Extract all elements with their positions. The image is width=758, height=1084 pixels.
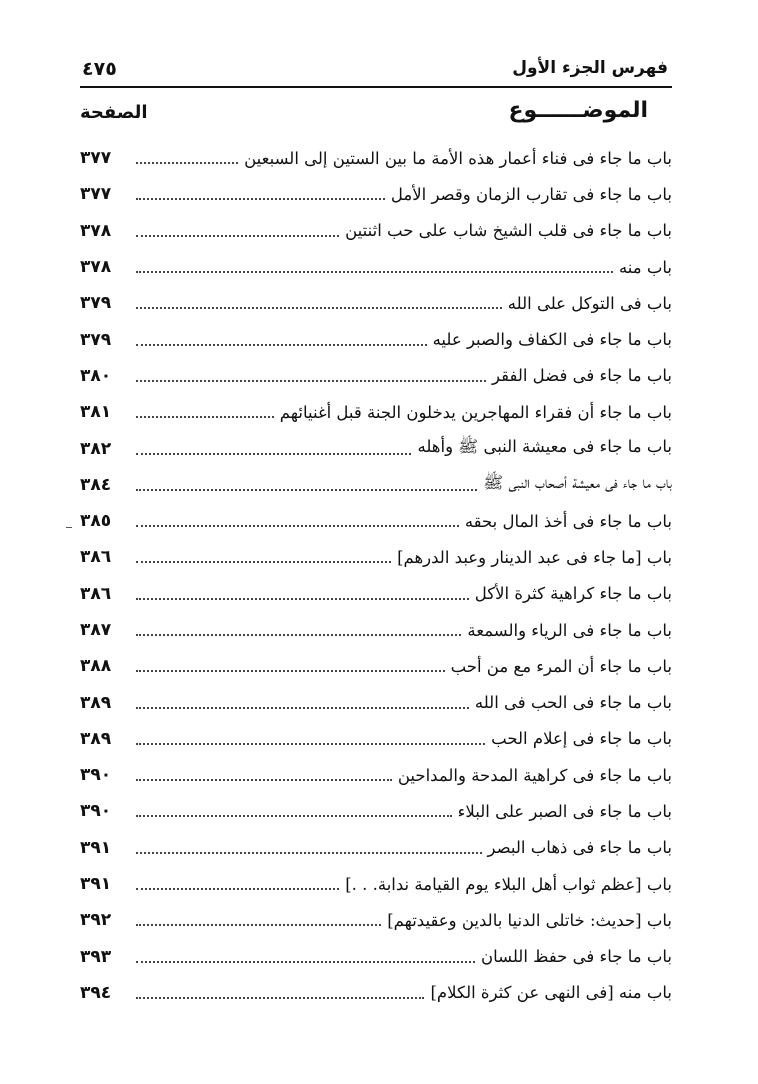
dot-leader — [136, 416, 274, 418]
dot-leader — [136, 561, 391, 563]
toc-entry-page: ٣٧٨ — [80, 220, 112, 241]
toc-entry-title: باب ما جاء فى ذهاب البصر — [487, 838, 672, 858]
toc-entry-page: ٣٨٩ — [80, 728, 112, 749]
toc-entry-page: ٣٨٧ — [80, 620, 112, 640]
toc-entry — [80, 503, 672, 539]
dot-leader — [136, 380, 486, 382]
toc-entry-page: ٣٧٨ — [80, 257, 112, 278]
toc-entry — [80, 939, 672, 975]
toc-entry-title: باب ما جاء فى إعلام الحب — [491, 729, 672, 749]
toc-entry-title: باب [ما جاء فى عبد الدينار وعبد الدرهم] — [397, 547, 672, 567]
toc-entry-page: ٣٩١ — [80, 874, 112, 895]
toc-entry-title: باب ما جاء فى الكفاف والصبر عليه — [432, 330, 672, 350]
toc-entry-title: باب ما جاء فى تقارب الزمان وقصر الأمل — [390, 184, 672, 204]
running-header — [80, 58, 672, 88]
toc-list — [80, 140, 672, 1011]
toc-entry-title: باب ما جاء فى معيشة النبى ﷺ وأهله — [417, 436, 672, 456]
toc-entry — [80, 285, 672, 321]
toc-entry-title: باب ما جاء أن فقراء المهاجرين يدخلون الجنة قبل أغنيائهم — [279, 402, 672, 422]
dot-leader — [136, 924, 381, 926]
toc-entry-page: ٣٨١ — [80, 402, 112, 423]
toc-entry-page: ٣٩٠ — [80, 801, 112, 822]
toc-entry-title: باب ما جاء فى الحب فى الله — [474, 693, 672, 713]
toc-entry — [80, 721, 672, 757]
toc-entry — [80, 612, 672, 648]
toc-entry — [80, 902, 672, 938]
toc-entry — [80, 249, 672, 285]
dot-leader — [136, 888, 339, 890]
dot-leader — [136, 344, 427, 346]
dot-leader — [136, 598, 469, 600]
toc-entry-title: باب ما جاء كراهية كثرة الأكل — [474, 584, 672, 604]
toc-entry — [80, 321, 672, 357]
toc-entry — [80, 684, 672, 720]
toc-entry-page: ٣٨٨ — [80, 656, 112, 677]
toc-entry — [80, 866, 672, 902]
toc-entry-page: ٣٧٧ — [80, 148, 112, 169]
dot-leader — [136, 271, 613, 273]
dot-leader — [136, 961, 475, 963]
toc-entry-page: ٣٩٠ — [80, 765, 112, 786]
toc-entry-title: باب ما جاء فى معيشة أصحاب النبى ﷺ — [483, 472, 672, 492]
dot-leader — [136, 743, 485, 745]
dot-leader — [136, 997, 424, 999]
dot-leader — [136, 670, 445, 672]
dot-leader — [136, 779, 392, 781]
toc-entry-title: باب ما جاء فى أخذ المال بحقه — [464, 511, 672, 531]
toc-entry-page: ٣٨٦ — [80, 583, 112, 604]
toc-entry-page: ٣٨٦ — [80, 547, 112, 568]
toc-entry-page: ٣٨٩ — [80, 692, 112, 713]
dot-leader — [136, 489, 477, 491]
toc-entry-title: باب ما جاء أن المرء مع من أحب — [450, 656, 672, 676]
toc-entry — [80, 176, 672, 212]
dot-leader — [136, 707, 469, 709]
toc-entry — [80, 213, 672, 249]
toc-entry-page: ٣٨٤ — [80, 474, 112, 495]
toc-entry — [80, 757, 672, 793]
toc-entry-page: ٣٩٣ — [80, 946, 112, 967]
page-column-heading: الصفحة — [80, 102, 148, 123]
toc-entry-title: باب ما جاء فى فضل الفقر — [492, 366, 672, 386]
dot-leader — [136, 453, 411, 455]
dot-leader — [136, 634, 461, 636]
dot-leader — [136, 815, 452, 817]
toc-entry-page: ٣٨٠ — [80, 365, 112, 386]
toc-entry — [80, 648, 672, 684]
toc-entry-title: باب [حديث: خاتلى الدنيا بالدين وعقيدتهم] — [387, 910, 672, 930]
dot-leader — [136, 162, 238, 164]
page-number: ٤٧٥ — [82, 58, 117, 80]
toc-entry-title: باب ما جاء فى قلب الشيخ شاب على حب اثنتين — [345, 221, 672, 241]
toc-entry — [80, 140, 672, 176]
toc-entry-title: باب ما جاء فى الرياء والسمعة — [467, 620, 672, 640]
toc-entry-page: ٣٨٥ — [80, 511, 112, 532]
toc-entry-title: باب منه [فى النهى عن كثرة الكلام] — [430, 983, 672, 1003]
toc-entry — [80, 793, 672, 829]
dot-leader — [136, 525, 459, 527]
toc-entry — [80, 975, 672, 1011]
toc-entry — [80, 358, 672, 394]
toc-entry-title: باب ما جاء فى كراهية المدحة والمداحين — [397, 765, 672, 785]
margin-mark — [66, 527, 72, 528]
topic-column-heading: الموضــــــوع — [508, 98, 648, 123]
toc-entry-page: ٣٧٩ — [80, 329, 112, 350]
toc-entry — [80, 430, 672, 466]
toc-entry-page: ٣٩٢ — [80, 910, 112, 931]
toc-entry-page: ٣٧٩ — [80, 293, 112, 314]
dot-leader — [136, 852, 482, 854]
toc-entry — [80, 394, 672, 430]
toc-entry-page: ٣٩١ — [80, 837, 112, 858]
toc-entry-title: باب [عظم ثواب أهل البلاء يوم القيامة ندابة. . .] — [345, 874, 672, 894]
toc-entry-title: باب ما جاء فى فناء أعمار هذه الأمة ما بين الستين إلى السبعين — [244, 148, 672, 168]
toc-entry-page: ٣٩٤ — [80, 982, 112, 1003]
dot-leader — [136, 198, 385, 200]
toc-entry-title: باب منه — [618, 257, 672, 277]
dot-leader — [136, 235, 339, 237]
toc-entry — [80, 830, 672, 866]
toc-entry — [80, 467, 672, 503]
toc-entry-title: باب فى التوكل على الله — [507, 293, 672, 313]
toc-entry-page: ٣٧٧ — [80, 184, 112, 205]
header-title: فهرس الجزء الأول — [512, 58, 668, 78]
toc-entry — [80, 576, 672, 612]
toc-entry-title: باب ما جاء فى الصبر على البلاء — [457, 801, 672, 821]
toc-entry-title: باب ما جاء فى حفظ اللسان — [480, 947, 672, 967]
column-headings — [80, 98, 672, 128]
dot-leader — [136, 307, 502, 309]
toc-entry — [80, 539, 672, 575]
toc-entry-page: ٣٨٢ — [80, 438, 112, 459]
